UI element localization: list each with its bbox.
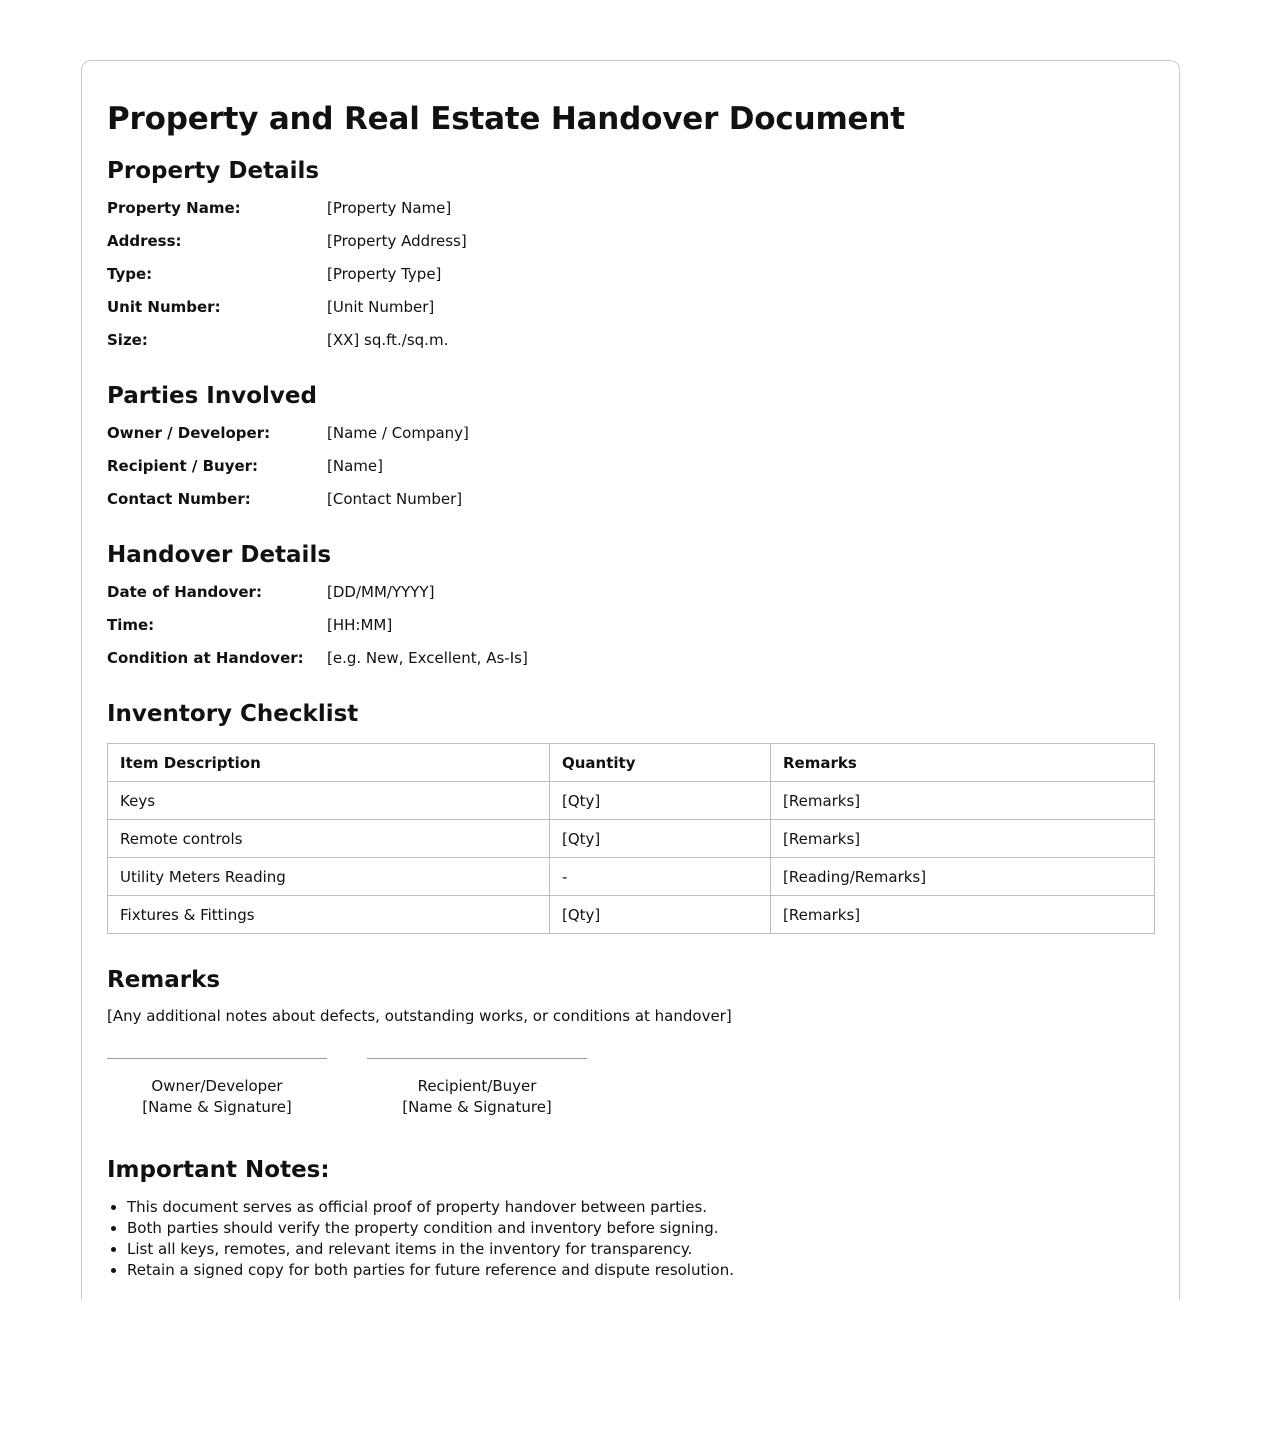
handover-heading: Handover Details <box>107 542 332 568</box>
table-row <box>108 896 1155 934</box>
inventory-heading: Inventory Checklist <box>107 701 359 727</box>
handover-date-label: Date of Handover: <box>107 582 262 601</box>
table-row <box>108 858 1155 896</box>
detail-row <box>107 416 469 449</box>
quantity-cell: [Qty] <box>550 896 771 934</box>
list-item: • List all keys, remotes, and relevant items in the inventory for transparency. <box>127 1239 1155 1260</box>
inventory-table <box>107 743 1155 934</box>
owner-developer-value: [Name / Company] <box>327 423 469 442</box>
column-header-quantity: Quantity <box>550 744 771 782</box>
recipient-signature-block <box>367 1058 587 1118</box>
owner-developer-label: Owner / Developer: <box>107 423 271 442</box>
detail-row <box>107 257 467 290</box>
parties-heading: Parties Involved <box>107 383 317 409</box>
condition-value: [e.g. New, Excellent, As-Is] <box>327 648 528 667</box>
address-value: [Property Address] <box>327 231 467 250</box>
remarks-cell: [Reading/Remarks] <box>771 858 1155 896</box>
list-item: • This document serves as official proof of property handover between parties. <box>127 1197 1155 1218</box>
handover-time-value: [HH:MM] <box>327 615 393 634</box>
column-header-remarks: Remarks <box>771 744 1155 782</box>
contact-number-label: Contact Number: <box>107 489 251 508</box>
size-value: [XX] sq.ft./sq.m. <box>327 330 449 349</box>
handover-date-value: [DD/MM/YYYY] <box>327 582 435 601</box>
item-cell: Remote controls <box>108 820 550 858</box>
type-label: Type: <box>107 264 153 283</box>
type-value: [Property Type] <box>327 264 442 283</box>
address-label: Address: <box>107 231 182 250</box>
signature-line <box>367 1058 587 1059</box>
item-cell: Fixtures & Fittings <box>108 896 550 934</box>
property-details-heading: Property Details <box>107 158 320 184</box>
quantity-cell: - <box>550 858 771 896</box>
item-cell: Keys <box>108 782 550 820</box>
table-row <box>108 820 1155 858</box>
recipient-buyer-label: Recipient / Buyer: <box>107 456 259 475</box>
recipient-signature-instruction: [Name & Signature] <box>402 1098 552 1116</box>
detail-row <box>107 290 467 323</box>
detail-row <box>107 608 528 641</box>
property-name-value: [Property Name] <box>327 198 452 217</box>
recipient-buyer-value: [Name] <box>327 456 383 475</box>
detail-row <box>107 482 469 515</box>
remarks-heading: Remarks <box>107 967 221 993</box>
owner-signature-role: Owner/Developer <box>151 1077 283 1095</box>
recipient-signature-role: Recipient/Buyer <box>417 1077 537 1095</box>
remarks-text: [Any additional notes about defects, outstanding works, or conditions at handover] <box>107 1007 732 1025</box>
signature-section <box>107 1058 1155 1118</box>
owner-signature-instruction: [Name & Signature] <box>142 1098 292 1116</box>
detail-row <box>107 449 469 482</box>
size-label: Size: <box>107 330 148 349</box>
table-row <box>108 782 1155 820</box>
notes-list <box>107 1197 1155 1281</box>
unit-number-value: [Unit Number] <box>327 297 435 316</box>
owner-signature-block <box>107 1058 327 1118</box>
document-title: Property and Real Estate Handover Document <box>107 101 905 137</box>
condition-label: Condition at Handover: <box>107 648 304 667</box>
list-item: • Both parties should verify the property condition and inventory before signing. <box>127 1218 1155 1239</box>
detail-row <box>107 224 467 257</box>
parties-table <box>107 416 469 515</box>
detail-row <box>107 191 467 224</box>
remarks-cell: [Remarks] <box>771 820 1155 858</box>
notes-heading: Important Notes: <box>107 1157 330 1183</box>
quantity-cell: [Qty] <box>550 782 771 820</box>
contact-number-value: [Contact Number] <box>327 489 463 508</box>
handover-time-label: Time: <box>107 615 155 634</box>
item-cell: Utility Meters Reading <box>108 858 550 896</box>
remarks-cell: [Remarks] <box>771 896 1155 934</box>
remarks-cell: [Remarks] <box>771 782 1155 820</box>
document-sheet <box>81 60 1180 1300</box>
quantity-cell: [Qty] <box>550 820 771 858</box>
handover-table <box>107 575 528 674</box>
column-header-item: Item Description <box>108 744 550 782</box>
property-details-table <box>107 191 467 356</box>
table-header-row <box>108 744 1155 782</box>
detail-row <box>107 641 528 674</box>
detail-row <box>107 575 528 608</box>
unit-number-label: Unit Number: <box>107 297 221 316</box>
detail-row <box>107 323 467 356</box>
list-item: • Retain a signed copy for both parties for future reference and dispute resolution. <box>127 1260 1155 1281</box>
signature-line <box>107 1058 327 1059</box>
property-name-label: Property Name: <box>107 198 241 217</box>
